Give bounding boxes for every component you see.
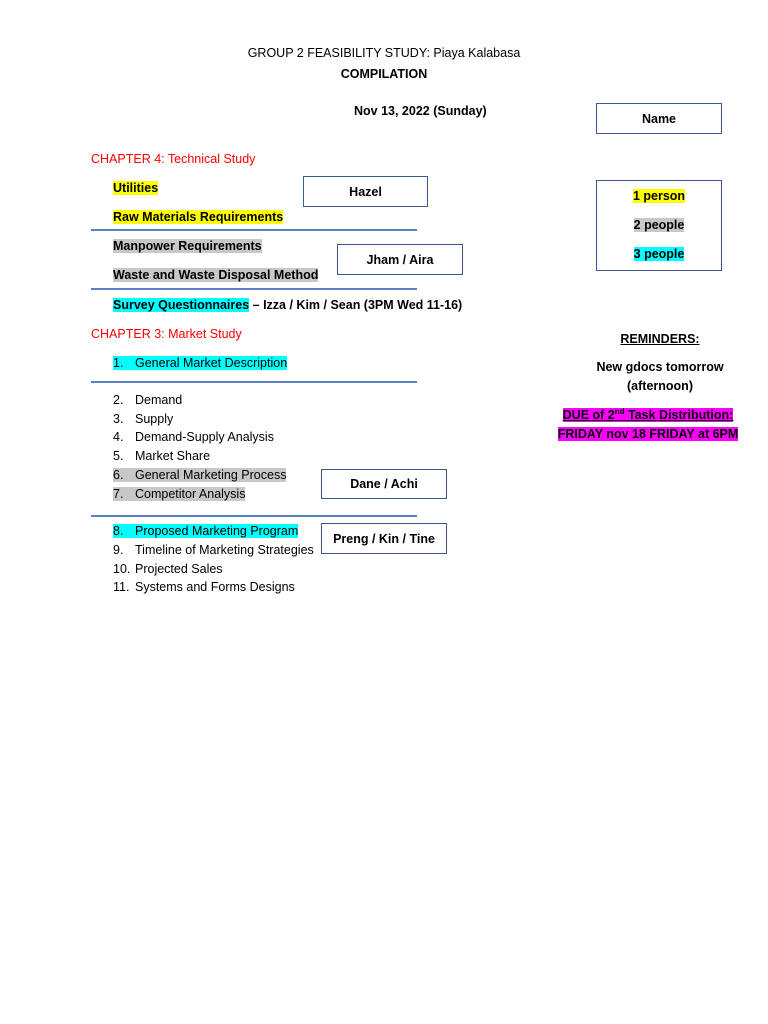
chapter3-item: 1. General Market Description <box>113 356 288 370</box>
reminders-due-date: FRIDAY nov 18 FRIDAY at 6PM <box>557 427 739 441</box>
legend-name-label: Name <box>641 111 677 126</box>
document-date: Nov 13, 2022 (Sunday) <box>354 104 487 118</box>
assignee-dane: Dane / Achi <box>350 477 418 491</box>
legend-label-3: 3 people <box>633 247 685 261</box>
chapter4-manpower: Manpower Requirements <box>113 239 262 253</box>
chapter3-item: 6. General Marketing Process <box>113 468 287 482</box>
chapter3-item: 2. Demand <box>113 393 183 407</box>
chapter3-heading: CHAPTER 3: Market Study <box>91 327 242 341</box>
reminders-line1: New gdocs tomorrow <box>596 360 724 374</box>
chapter3-item: 8. Proposed Marketing Program <box>113 524 299 538</box>
assignee-jham: Jham / Aira <box>366 252 434 267</box>
chapter3-item: 9. Timeline of Marketing Strategies <box>113 543 314 557</box>
document-title: GROUP 2 FEASIBILITY STUDY: Piaya Kalabasa <box>247 46 521 60</box>
assignee-box-jham <box>337 244 463 275</box>
reminders-line2: (afternoon) <box>627 379 693 393</box>
chapter3-item: 11. Systems and Forms Designs <box>113 580 295 594</box>
document-subtitle: COMPILATION <box>340 67 428 81</box>
assignee-box-hazel <box>303 176 428 207</box>
legend-label-2: 2 people <box>633 218 685 232</box>
chapter3-item: 4. Demand-Supply Analysis <box>113 430 274 444</box>
legend-box <box>596 180 722 271</box>
chapter4-survey: Survey Questionnaires – Izza / Kim / Sean (3PM Wed 11-16) <box>113 298 463 312</box>
chapter3-item: 7. Competitor Analysis <box>113 487 246 501</box>
chapter4-waste: Waste and Waste Disposal Method <box>113 268 319 282</box>
chapter3-item: 3. Supply <box>113 412 174 426</box>
legend-name-box <box>596 103 722 134</box>
chapter3-item: 10. Projected Sales <box>113 562 223 576</box>
reminders-due: DUE of 2nd Task Distribution: <box>562 407 734 423</box>
section-divider <box>91 515 417 517</box>
assignee-box-preng <box>321 523 447 554</box>
legend-item-1 <box>597 189 721 203</box>
section-divider <box>91 381 417 383</box>
chapter4-utilities: Utilities <box>113 181 159 195</box>
assignee-box-dane <box>321 469 447 499</box>
legend-label-1: 1 person <box>632 189 686 203</box>
chapter4-heading: CHAPTER 4: Technical Study <box>91 152 256 166</box>
chapter3-item: 5. Market Share <box>113 449 211 463</box>
assignee-preng: Preng / Kin / Tine <box>333 531 435 546</box>
reminders-title: REMINDERS: <box>620 332 700 346</box>
legend-item-3 <box>597 247 721 261</box>
assignee-hazel: Hazel <box>349 184 382 199</box>
section-divider <box>91 288 417 290</box>
section-divider <box>91 229 417 231</box>
chapter4-raw-materials: Raw Materials Requirements <box>113 210 284 224</box>
legend-item-2 <box>597 218 721 232</box>
